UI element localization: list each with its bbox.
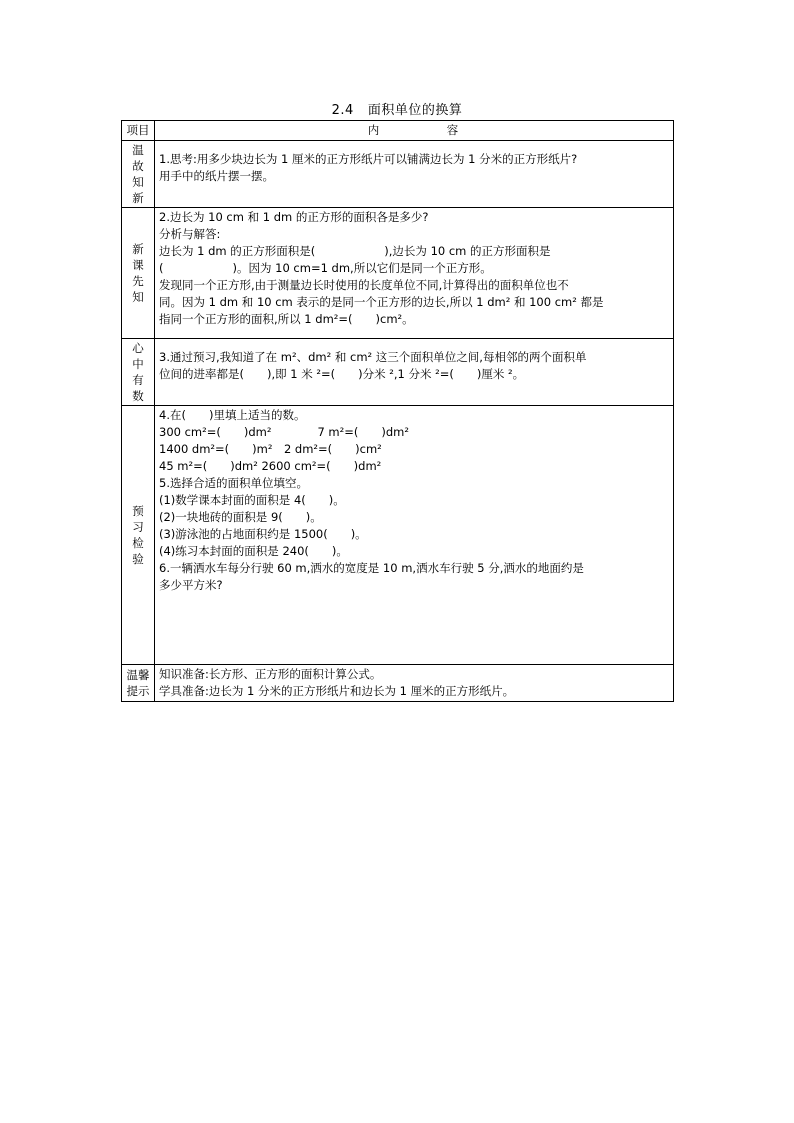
content-line: 位间的进率都是( ),即 1 米 ²=( )分米 ²,1 分米 ²=( )厘米 ²。 <box>159 367 525 381</box>
content-line: 用手中的纸片摆一摆。 <box>159 169 274 183</box>
row-content-practice <box>155 406 674 665</box>
label-char: 心 <box>132 341 144 355</box>
header-item: 项目 <box>122 121 155 141</box>
label-char: 知 <box>132 290 144 304</box>
label-char: 新 <box>132 191 144 205</box>
row-label-review <box>122 141 155 208</box>
page-title <box>0 99 794 118</box>
content-line: 300 cm²=( )dm² 7 m²=( )dm² <box>159 425 409 439</box>
table-row-practice <box>122 406 674 665</box>
section-title: 面积单位的换算 <box>367 103 463 118</box>
content-line: 2.边长为 10 cm 和 1 dm 的正方形的面积各是多少? <box>159 210 429 224</box>
content-line: 45 m²=( )dm² 2600 cm²=( )dm² <box>159 459 382 473</box>
label-char: 有 <box>132 373 144 387</box>
table-row-summary <box>122 339 674 406</box>
label-char: 验 <box>132 552 144 566</box>
content-line: 同。因为 1 dm 和 10 cm 表示的是同一个正方形的边长,所以 1 dm² 和 100 cm² 都是 <box>159 295 604 309</box>
content-line: 4.在( )里填上适当的数。 <box>159 408 306 422</box>
content-line: 1400 dm²=( )m² 2 dm²=( )cm² <box>159 442 382 456</box>
section-number: 2.4 <box>331 103 354 118</box>
table-row-review <box>122 141 674 208</box>
row-content-summary <box>155 339 674 406</box>
content-line: (2)一块地砖的面积是 9( )。 <box>159 510 322 524</box>
content-line: 指同一个正方形的面积,所以 1 dm²=( )cm²。 <box>159 312 414 326</box>
label-char: 预 <box>132 504 144 518</box>
row-label-preview <box>122 208 155 339</box>
label-char: 检 <box>132 536 144 550</box>
label-char: 课 <box>132 258 144 272</box>
row-label-tips <box>122 665 155 702</box>
row-content-tips <box>155 665 674 702</box>
label-text: 温馨 <box>126 668 150 682</box>
row-content-preview <box>155 208 674 339</box>
label-char: 新 <box>132 242 144 256</box>
table-header-row <box>122 121 674 141</box>
label-char: 知 <box>132 175 144 189</box>
content-line: 分析与解答: <box>159 227 221 241</box>
row-content-review <box>155 141 674 208</box>
label-text: 提示 <box>126 684 150 698</box>
table-row-tips <box>122 665 674 702</box>
content-line: 多少平方米? <box>159 578 223 592</box>
content-line: 发现同一个正方形,由于测量边长时使用的长度单位不同,计算得出的面积单位也不 <box>159 278 569 292</box>
label-char: 习 <box>132 520 144 534</box>
content-line: 知识准备:长方形、正方形的面积计算公式。 <box>159 667 382 681</box>
row-label-summary <box>122 339 155 406</box>
content-line: 学具准备:边长为 1 分米的正方形纸片和边长为 1 厘米的正方形纸片。 <box>159 684 515 698</box>
table-row-preview <box>122 208 674 339</box>
content-line: 5.选择合适的面积单位填空。 <box>159 476 308 490</box>
content-line: 边长为 1 dm 的正方形面积是( ),边长为 10 cm 的正方形面积是 <box>159 244 551 258</box>
header-content: 内 容 <box>155 121 674 141</box>
label-char: 温 <box>132 143 144 157</box>
content-line: (4)练习本封面的面积是 240( )。 <box>159 544 348 558</box>
label-char: 先 <box>132 274 144 288</box>
lesson-table <box>121 120 674 702</box>
label-char: 数 <box>132 389 144 403</box>
content-line: (1)数学课本封面的面积是 4( )。 <box>159 493 345 507</box>
content-line: 1.思考:用多少块边长为 1 厘米的正方形纸片可以铺满边长为 1 分米的正方形纸片? <box>159 152 578 166</box>
content-line: 6.一辆洒水车每分行驶 60 m,洒水的宽度是 10 m,洒水车行驶 5 分,洒水的地面约是 <box>159 561 584 575</box>
label-char: 故 <box>132 159 144 173</box>
row-label-practice <box>122 406 155 665</box>
content-line: 3.通过预习,我知道了在 m²、dm² 和 cm² 这三个面积单位之间,每相邻的两个面积单 <box>159 350 587 364</box>
content-line: (3)游泳池的占地面积约是 1500( )。 <box>159 527 367 541</box>
content-line: ( )。因为 10 cm=1 dm,所以它们是同一个正方形。 <box>159 261 492 275</box>
label-char: 中 <box>132 357 144 371</box>
